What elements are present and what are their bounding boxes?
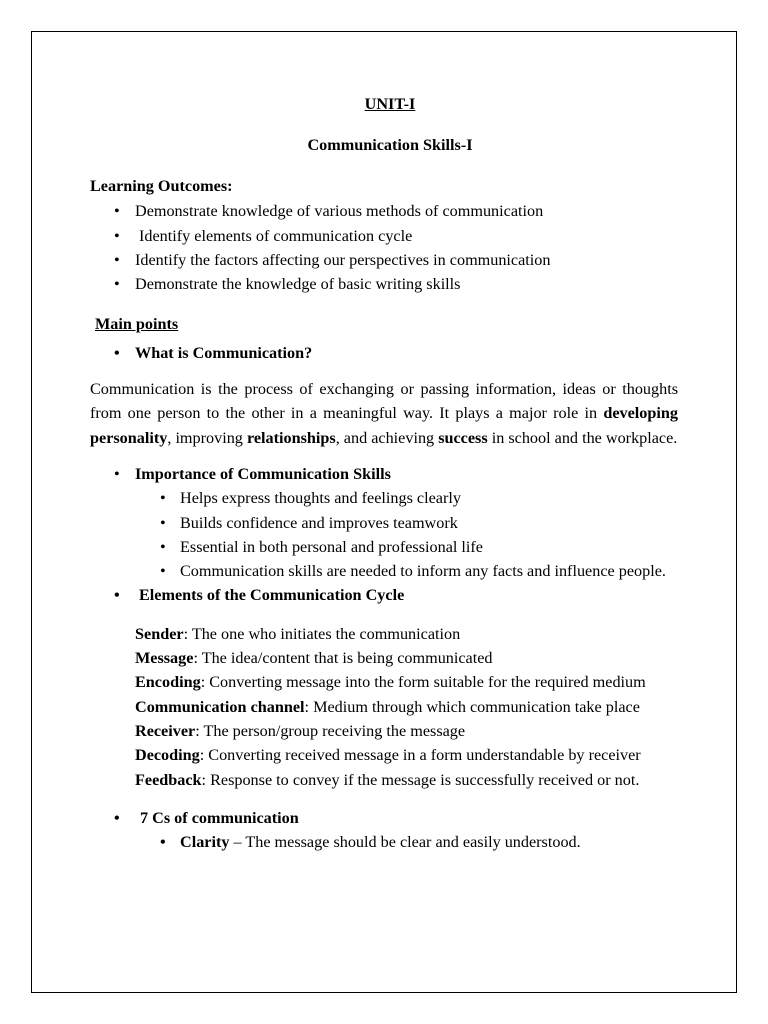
- list-item: • Demonstrate knowledge of various methods of communication: [90, 199, 690, 223]
- document-title: Communication Skills-I: [307, 136, 473, 154]
- list-item: [90, 583, 690, 607]
- main-points-heading: Main points: [95, 315, 179, 334]
- document-body: [90, 92, 690, 854]
- elements-heading: Elements of the Communication Cycle: [139, 586, 405, 605]
- list-item: • Essential in both personal and professional life: [135, 535, 690, 559]
- seven-cs-section: [90, 806, 690, 855]
- communication-paragraph: Communication is the process of exchanging or passing information, ideas or thoughts from one person to the other in a meaningful way. It plays a major role in developing personality, improving relationships, and achieving success in school and the workplace.: [90, 380, 678, 447]
- list-item: • Helps express thoughts and feelings clearly: [135, 486, 690, 510]
- list-item: • Identify the factors affecting our perspectives in communication: [90, 248, 690, 272]
- element-item: Message: The idea/content that is being communicated: [135, 649, 493, 668]
- learning-outcomes-list: [90, 199, 690, 296]
- importance-heading: Importance of Communication Skills: [135, 464, 391, 483]
- emphasis: developing personality: [90, 404, 678, 447]
- seven-cs-heading: 7 Cs of communication: [140, 808, 299, 827]
- list-item: • Demonstrate the knowledge of basic writing skills: [90, 272, 690, 296]
- list-item: [90, 806, 690, 855]
- importance-section: [90, 462, 690, 608]
- unit-title: UNIT-I: [364, 95, 416, 113]
- list-item: • Builds confidence and improves teamwork: [135, 511, 690, 535]
- question-list: [90, 341, 690, 365]
- seven-cs-list: [135, 830, 690, 854]
- list-item: [90, 462, 690, 583]
- importance-list: [135, 486, 690, 583]
- element-item: Sender: The one who initiates the communication: [135, 624, 461, 643]
- emphasis: success: [438, 428, 488, 447]
- learning-outcomes-heading: Learning Outcomes:: [90, 177, 233, 195]
- list-item: • Clarity – The message should be clear and easily understood.: [135, 830, 690, 854]
- element-item: Decoding: Converting received message in a form understandable by receiver: [135, 746, 641, 765]
- element-item: Feedback: Response to convey if the message is successfully received or not.: [135, 770, 640, 789]
- list-item: • Identify elements of communication cycle: [90, 224, 690, 248]
- elements-list: [135, 622, 690, 792]
- element-item: Encoding: Converting message into the form suitable for the required medium: [135, 673, 646, 692]
- list-item: • What is Communication?: [90, 341, 690, 365]
- list-item: • Communication skills are needed to inform any facts and influence people.: [135, 559, 690, 583]
- element-item: Receiver: The person/group receiving the message: [135, 721, 466, 740]
- element-item: Communication channel: Medium through which communication take place: [135, 697, 640, 716]
- emphasis: relationships: [246, 428, 336, 447]
